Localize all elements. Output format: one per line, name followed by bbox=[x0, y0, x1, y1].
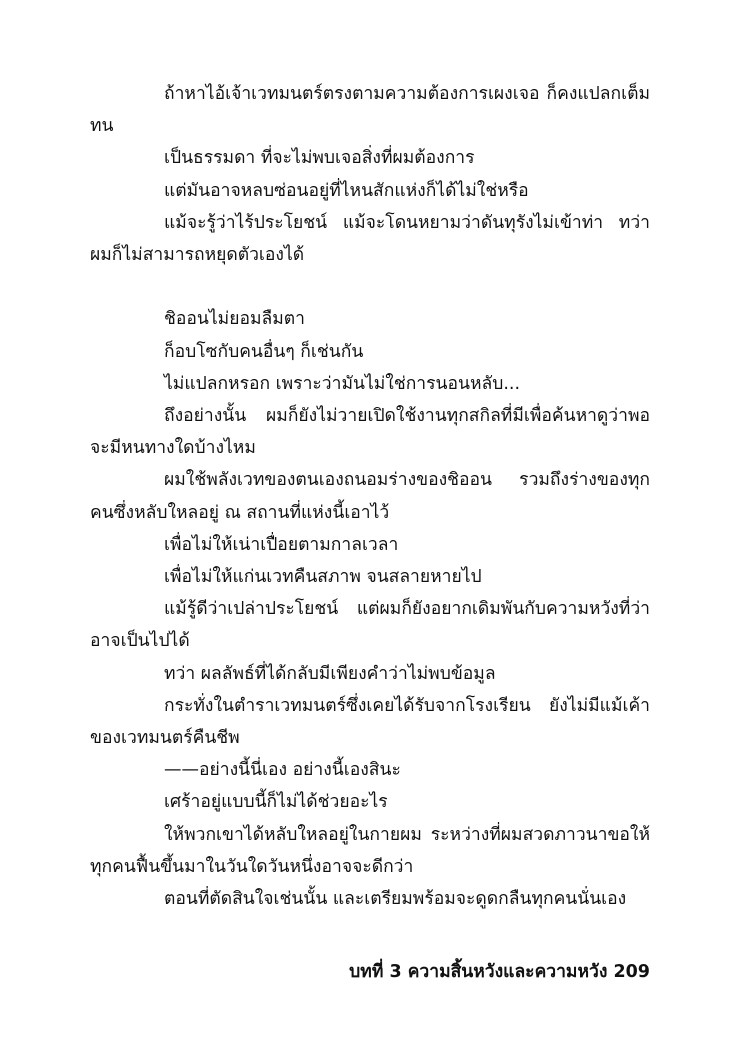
paragraph: เศร้าอยู่แบบนี้ก็ไม่ได้ช่วยอะไร bbox=[164, 792, 388, 813]
page-footer: บทที่ 3 ความสิ้นหวังและความหวัง 209 bbox=[349, 962, 650, 982]
paragraph: ——อย่างนี้นี่เอง อย่างนี้เองสินะ bbox=[164, 760, 401, 781]
paragraph: แม้จะรู้ว่าไร้ประโยชน์ แม้จะโดนหยามว่าดันทุรังไม่เข้าท่า ทว่าผมก็ไม่สามารถหยุดตัวเองได้ bbox=[90, 212, 650, 266]
paragraph: ไม่แปลกหรอก เพราะว่ามันไม่ใช่การนอนหลับ... bbox=[164, 373, 521, 394]
paragraph: เป็นธรรมดา ที่จะไม่พบเจอสิ่งที่ผมต้องการ bbox=[164, 148, 475, 169]
paragraph: แม้รู้ดีว่าเปล่าประโยชน์ แต่ผมก็ยังอยากเดิมพันกับความหวังที่ว่าอาจเป็นไปได้ bbox=[90, 599, 650, 652]
paragraph: ถึงอย่างนั้น ผมก็ยังไม่วายเปิดใช้งานทุกสกิลที่มีเพื่อค้นหาดูว่าพอจะมีหนทางใดบ้างไหม bbox=[90, 406, 650, 459]
paragraph: ทว่า ผลลัพธ์ที่ได้กลับมีเพียงคำว่าไม่พบข้อมูล bbox=[164, 663, 496, 684]
paragraph: ให้พวกเขาได้หลับใหลอยู่ในกายผม ระหว่างที่ผมสวดภาวนาขอให้ทุกคนฟื้นขึ้นมาในวันใดวันหนึ่งอาจจะดีกว่า bbox=[90, 824, 650, 877]
paragraph: ก็อบโซกับคนอื่นๆ ก็เช่นกัน bbox=[164, 341, 364, 362]
paragraph: ถ้าหาไอ้เจ้าเวทมนตร์ตรงตามความต้องการเผงเจอ ก็คงแปลกเต็มทน bbox=[90, 84, 650, 137]
body-text bbox=[90, 78, 650, 915]
paragraph: ผมใช้พลังเวทของตนเองถนอมร่างของชิออน รวมถึงร่างของทุกคนซึ่งหลับใหลอยู่ ณ สถานที่แห่งนี้เอาไว้ bbox=[90, 470, 650, 523]
paragraph: ตอนที่ตัดสินใจเช่นนั้น และเตรียมพร้อมจะดูดกลืนทุกคนนั่นเอง bbox=[164, 889, 627, 910]
paragraph: กระทั่งในตำราเวทมนตร์ซึ่งเคยได้รับจากโรงเรียน ยังไม่มีแม้เค้าของเวทมนตร์คืนชีพ bbox=[90, 695, 650, 749]
paragraph: เพื่อไม่ให้แก่นเวทคืนสภาพ จนสลายหายไป bbox=[164, 567, 482, 588]
paragraph: เพื่อไม่ให้เน่าเปื่อยตามกาลเวลา bbox=[164, 534, 399, 555]
paragraph: แต่มันอาจหลบซ่อนอยู่ที่ไหนสักแห่งก็ได้ไม่ใช่หรือ bbox=[164, 180, 529, 201]
blank-line bbox=[90, 271, 650, 303]
paragraph: ชิออนไม่ยอมลืมตา bbox=[164, 309, 305, 330]
